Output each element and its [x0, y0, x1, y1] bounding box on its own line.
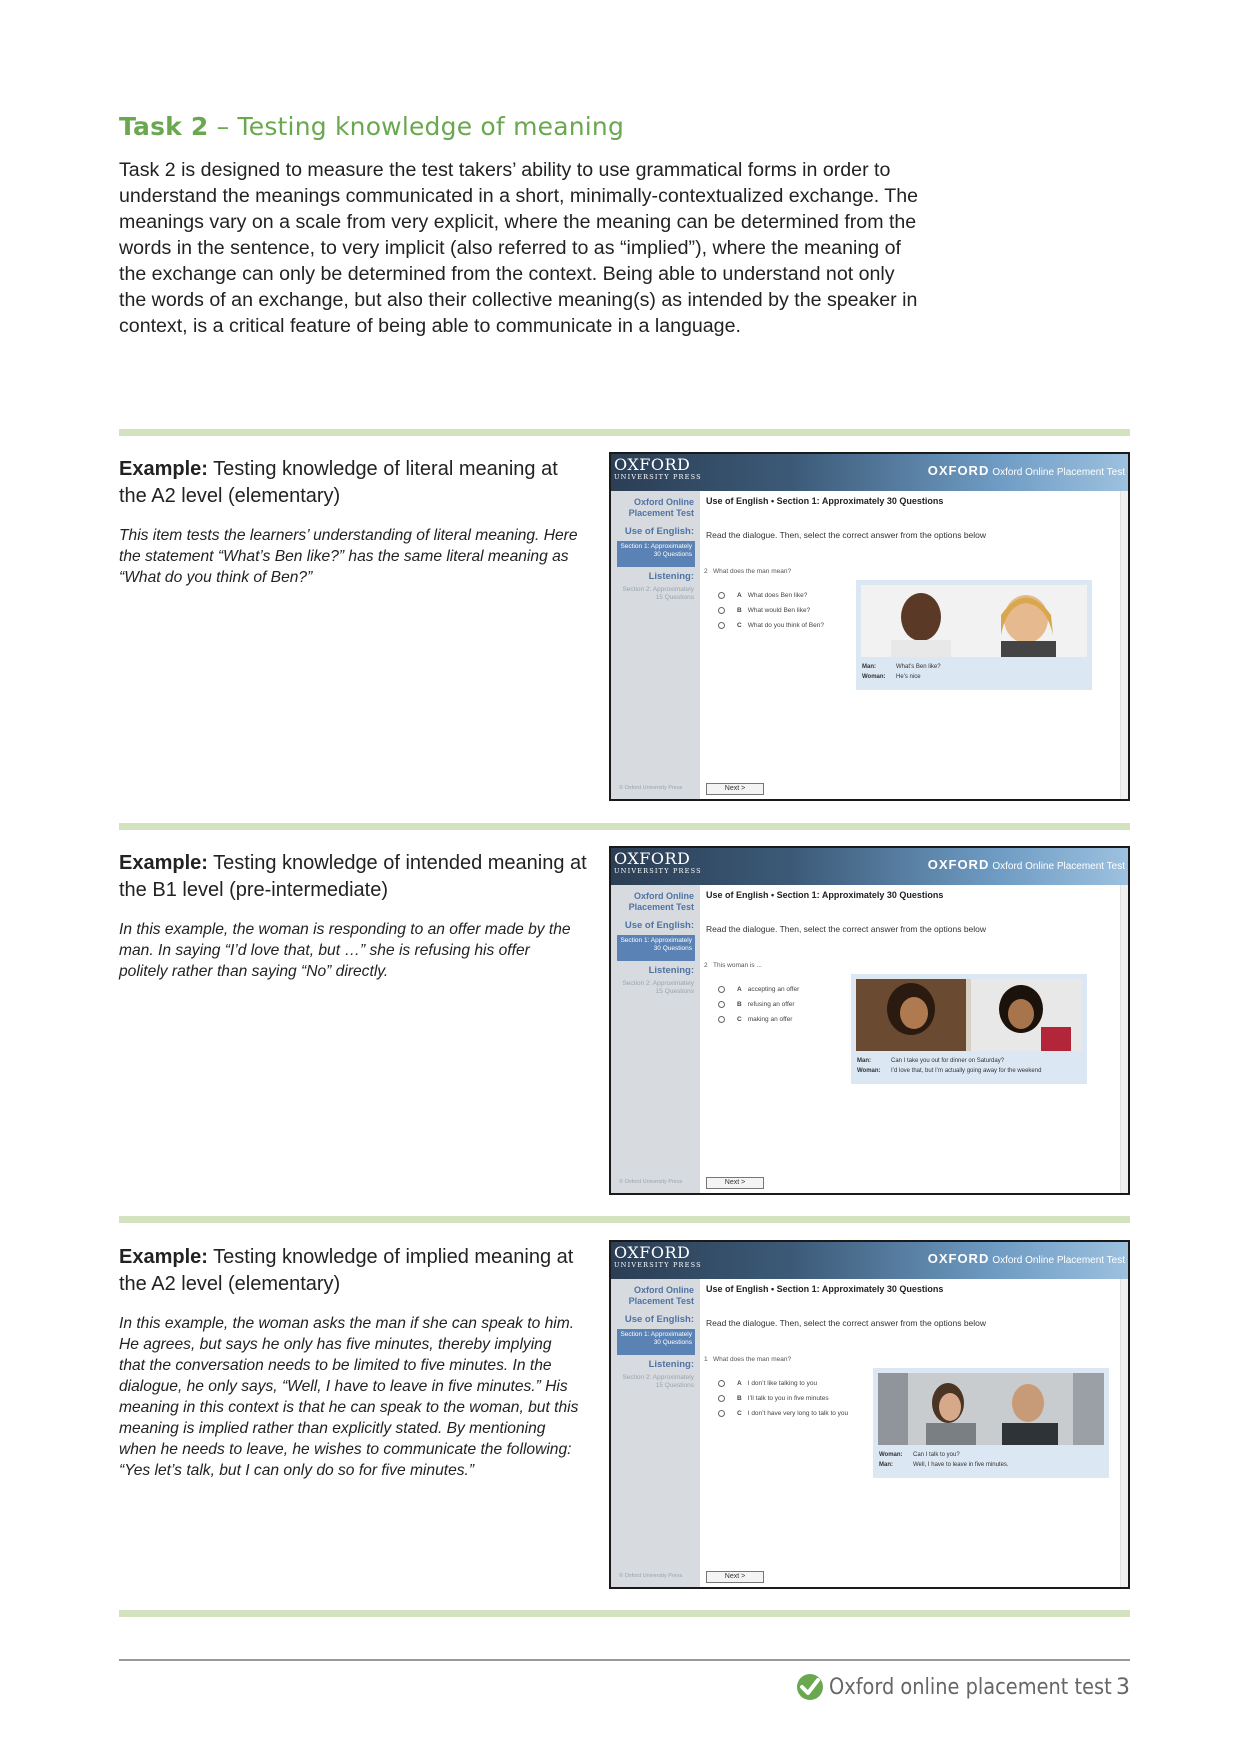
option-a[interactable]: A What does Ben like?	[718, 588, 824, 603]
page-number: 3	[1116, 1675, 1130, 1700]
radio-icon[interactable]	[718, 986, 725, 993]
people-photo-icon	[878, 1373, 1104, 1445]
screenshot-header	[611, 454, 1128, 491]
scrollbar[interactable]	[1120, 885, 1128, 1193]
example-description: This item tests the learners’ understanding of literal meaning. Here the statement “What’s Ben like?” has the same literal meaning as “What do you think of Ben?”	[119, 527, 578, 586]
task-label: Task 2	[119, 112, 209, 141]
dialogue-photo	[861, 585, 1087, 657]
sidebar-copyright: © Oxford University Press	[619, 1573, 683, 1579]
next-button[interactable]: Next >	[706, 783, 764, 795]
sidebar-use-of-english[interactable]: Use of English:	[624, 920, 694, 931]
oxford-logo: OXFORD UNIVERSITY PRESS	[614, 849, 702, 875]
sidebar-title: Oxford Online Placement Test	[628, 891, 694, 912]
brand-title: OXFORD Oxford Online Placement Test	[927, 463, 1125, 478]
sidebar-section-1[interactable]: Section 1: Approximately 30 Questions	[617, 1329, 695, 1355]
option-b[interactable]: B What would Ben like?	[718, 603, 824, 618]
task-title-text: Testing knowledge of meaning	[237, 112, 625, 141]
dialogue-photo	[878, 1373, 1104, 1445]
radio-icon[interactable]	[718, 1001, 725, 1008]
radio-icon[interactable]	[718, 1410, 725, 1417]
sidebar-listening[interactable]: Listening:	[648, 1359, 694, 1370]
radio-icon[interactable]	[718, 622, 725, 629]
sidebar-use-of-english[interactable]: Use of English:	[624, 1314, 694, 1325]
example-heading-text: Testing knowledge of literal meaning at the A2 level (elementary)	[119, 458, 558, 507]
footer-title: Oxford online placement test	[829, 1675, 1112, 1700]
task-title	[119, 112, 624, 141]
screenshot-sidebar	[611, 1279, 700, 1587]
answer-options	[718, 982, 799, 1027]
question: 1 What does the man mean?	[704, 1356, 792, 1363]
sidebar-section-2[interactable]: Section 2: Approximately 15 Questions	[622, 586, 694, 601]
dialogue-lines: Man: Can I take you out for dinner on Saturday? Woman: I’d love that, but I’m actually going away for the weekend	[857, 1058, 1042, 1074]
dialogue-panel	[873, 1368, 1109, 1478]
test-screenshot	[609, 1240, 1130, 1589]
oxford-tick-logo-icon	[795, 1672, 825, 1702]
next-button[interactable]: Next >	[706, 1177, 764, 1189]
example-heading	[119, 456, 589, 510]
option-c[interactable]: C What do you think of Ben?	[718, 618, 824, 633]
test-screenshot	[609, 452, 1130, 801]
sidebar-title: Oxford Online Placement Test	[628, 1285, 694, 1306]
screenshot-sidebar	[611, 885, 700, 1193]
example-lead: Example:	[119, 1246, 208, 1268]
sidebar-section-1[interactable]: Section 1: Approximately 30 Questions	[617, 935, 695, 961]
question: 2 What does the man mean?	[704, 568, 792, 575]
instruction-text: Read the dialogue. Then, select the correct answer from the options below	[706, 530, 987, 540]
example-heading	[119, 1244, 589, 1298]
sidebar-use-of-english[interactable]: Use of English:	[624, 526, 694, 537]
task-intro: Task 2 is designed to measure the test takers’ ability to use grammatical forms in order to understand the meanings communicated in a short, minimally-contextualized exchange. The meanings vary on a scale from very explicit, where the meaning can be determined from the words in the sentence, to very implicit (also referred to as “implied”), where the meaning of the exchange can only be determined from the context. Being able to understand not only the words of an exchange, but also their collective meaning(s) as intended by the speaker in context, is a critical feature of being able to communicate in a language.	[119, 159, 919, 337]
option-b[interactable]: B refusing an offer	[718, 997, 799, 1012]
example-heading-text: Testing knowledge of intended meaning at the B1 level (pre-intermediate)	[119, 852, 587, 901]
example-heading-text: Testing knowledge of implied meaning at the A2 level (elementary)	[119, 1246, 574, 1295]
divider	[119, 1216, 1130, 1223]
screenshot-sidebar	[611, 491, 700, 799]
option-a[interactable]: A I don’t like talking to you	[718, 1376, 848, 1391]
example-heading	[119, 850, 589, 904]
instruction-text: Read the dialogue. Then, select the correct answer from the options below	[706, 924, 987, 934]
example-description: In this example, the woman asks the man if she can speak to him. He agrees, but says he only has five minutes, thereby implying that the conversation needs to be limited to five minutes. In the dialogue, he only says, “Well, I have to leave in five minutes.” His meaning in this context is that he can speak to the woman, but this meaning is implied rather than explicitly stated. By mentioning when he needs to leave, he wishes to communicate the following: “Yes let’s talk, but I can only do so for five minutes.”	[119, 1315, 579, 1479]
dialogue-lines: Man: What’s Ben like? Woman: He’s nice	[862, 664, 941, 680]
dialogue-lines: Woman: Can I talk to you? Man: Well, I have to leave in five minutes.	[879, 1452, 1009, 1468]
section-heading: Use of English • Section 1: Approximately 30 Questions	[706, 496, 944, 506]
task-dash: –	[216, 112, 230, 141]
divider	[119, 429, 1130, 436]
radio-icon[interactable]	[718, 607, 725, 614]
dialogue-panel	[856, 580, 1092, 690]
footer-rule	[119, 1659, 1130, 1661]
sidebar-listening[interactable]: Listening:	[648, 571, 694, 582]
people-photo-icon	[861, 585, 1087, 657]
sidebar-copyright: © Oxford University Press	[619, 1179, 683, 1185]
section-heading: Use of English • Section 1: Approximately 30 Questions	[706, 1284, 944, 1294]
option-c[interactable]: C making an offer	[718, 1012, 799, 1027]
divider	[119, 1610, 1130, 1617]
sidebar-section-2[interactable]: Section 2: Approximately 15 Questions	[622, 980, 694, 995]
section-heading: Use of English • Section 1: Approximately 30 Questions	[706, 890, 944, 900]
example-lead: Example:	[119, 458, 208, 480]
oxford-logo: OXFORD UNIVERSITY PRESS	[614, 455, 702, 481]
sidebar-listening[interactable]: Listening:	[648, 965, 694, 976]
oxford-logo: OXFORD UNIVERSITY PRESS	[614, 1243, 702, 1269]
example-description: In this example, the woman is responding to an offer made by the man. In saying “I’d love that, but …” she is refusing his offer politely rather than saying “No” directly.	[119, 921, 571, 980]
radio-icon[interactable]	[718, 1395, 725, 1402]
sidebar-section-1[interactable]: Section 1: Approximately 30 Questions	[617, 541, 695, 567]
instruction-text: Read the dialogue. Then, select the correct answer from the options below	[706, 1318, 987, 1328]
option-b[interactable]: B I’ll talk to you in five minutes	[718, 1391, 848, 1406]
divider	[119, 823, 1130, 830]
option-c[interactable]: C I don’t have very long to talk to you	[718, 1406, 848, 1421]
sidebar-copyright: © Oxford University Press	[619, 785, 683, 791]
radio-icon[interactable]	[718, 1380, 725, 1387]
screenshot-header	[611, 848, 1128, 885]
answer-options	[718, 588, 824, 633]
question: 2 This woman is ...	[704, 962, 762, 969]
example-lead: Example:	[119, 852, 208, 874]
scrollbar[interactable]	[1120, 491, 1128, 799]
brand-title: OXFORD Oxford Online Placement Test	[927, 857, 1125, 872]
next-button[interactable]: Next >	[706, 1571, 764, 1583]
dialogue-photo	[856, 979, 1082, 1051]
brand-title: OXFORD Oxford Online Placement Test	[927, 1251, 1125, 1266]
sidebar-title: Oxford Online Placement Test	[628, 497, 694, 518]
screenshot-header	[611, 1242, 1128, 1279]
answer-options	[718, 1376, 848, 1421]
sidebar-section-2[interactable]: Section 2: Approximately 15 Questions	[622, 1374, 694, 1389]
radio-icon[interactable]	[718, 1016, 725, 1023]
scrollbar[interactable]	[1120, 1279, 1128, 1587]
test-screenshot	[609, 846, 1130, 1195]
radio-icon[interactable]	[718, 592, 725, 599]
dialogue-panel	[851, 974, 1087, 1084]
option-a[interactable]: A accepting an offer	[718, 982, 799, 997]
people-photo-icon	[856, 979, 1082, 1051]
